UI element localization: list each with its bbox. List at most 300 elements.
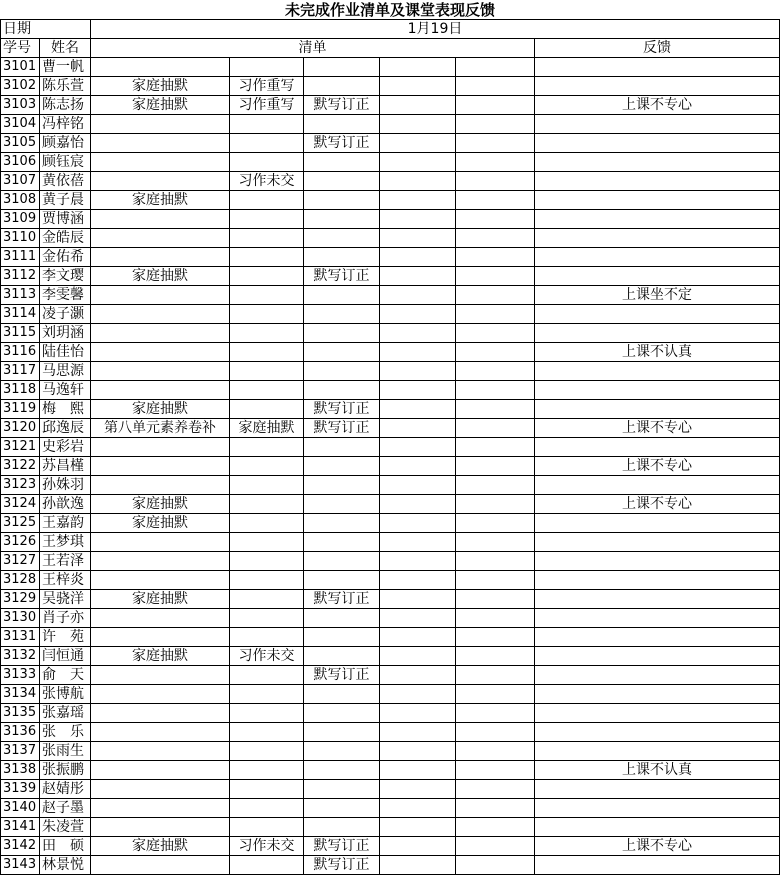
student-id-cell[interactable]: 3127 [1,552,40,571]
list-item-3-cell[interactable]: 默写订正 [304,856,380,875]
feedback-cell[interactable] [535,552,780,571]
list-item-3-cell[interactable] [304,362,380,381]
list-item-5-cell[interactable] [456,723,535,742]
list-item-4-cell[interactable] [380,362,456,381]
list-item-3-cell[interactable] [304,742,380,761]
feedback-cell[interactable] [535,476,780,495]
list-item-5-cell[interactable] [456,229,535,248]
list-item-5-cell[interactable] [456,324,535,343]
student-name-cell[interactable]: 马逸轩 [40,381,91,400]
list-item-5-cell[interactable] [456,837,535,856]
feedback-cell[interactable] [535,628,780,647]
list-item-1-cell[interactable]: 家庭抽默 [91,267,230,286]
feedback-cell[interactable] [535,172,780,191]
student-id-cell[interactable]: 3101 [1,58,40,77]
list-item-4-cell[interactable] [380,77,456,96]
feedback-cell[interactable]: 上课不认真 [535,761,780,780]
list-item-3-cell[interactable] [304,381,380,400]
student-id-cell[interactable]: 3134 [1,685,40,704]
student-id-cell[interactable]: 3139 [1,780,40,799]
list-item-5-cell[interactable] [456,210,535,229]
student-name-cell[interactable]: 孙歆逸 [40,495,91,514]
list-item-3-cell[interactable] [304,628,380,647]
feedback-cell[interactable] [535,856,780,875]
list-item-1-cell[interactable] [91,438,230,457]
list-item-4-cell[interactable] [380,571,456,590]
list-item-2-cell[interactable] [230,438,304,457]
list-item-4-cell[interactable] [380,704,456,723]
list-item-5-cell[interactable] [456,438,535,457]
student-id-cell[interactable]: 3143 [1,856,40,875]
list-item-5-cell[interactable] [456,248,535,267]
feedback-cell[interactable] [535,153,780,172]
feedback-cell[interactable] [535,704,780,723]
student-name-cell[interactable]: 张振鹏 [40,761,91,780]
feedback-cell[interactable]: 上课不专心 [535,457,780,476]
list-item-1-cell[interactable]: 家庭抽默 [91,96,230,115]
feedback-cell[interactable] [535,780,780,799]
header-list[interactable]: 清单 [91,39,535,58]
list-item-5-cell[interactable] [456,628,535,647]
list-item-4-cell[interactable] [380,761,456,780]
student-name-cell[interactable]: 李雯馨 [40,286,91,305]
student-name-cell[interactable]: 顾钰宸 [40,153,91,172]
list-item-2-cell[interactable] [230,571,304,590]
list-item-1-cell[interactable] [91,248,230,267]
list-item-3-cell[interactable] [304,685,380,704]
feedback-cell[interactable] [535,666,780,685]
list-item-1-cell[interactable] [91,761,230,780]
student-name-cell[interactable]: 梅 熙 [40,400,91,419]
list-item-1-cell[interactable] [91,343,230,362]
list-item-4-cell[interactable] [380,210,456,229]
list-item-2-cell[interactable] [230,552,304,571]
student-name-cell[interactable]: 张嘉瑶 [40,704,91,723]
list-item-5-cell[interactable] [456,77,535,96]
student-id-cell[interactable]: 3108 [1,191,40,210]
student-name-cell[interactable]: 吴骁洋 [40,590,91,609]
student-id-cell[interactable]: 3124 [1,495,40,514]
student-id-cell[interactable]: 3102 [1,77,40,96]
feedback-cell[interactable] [535,647,780,666]
student-id-cell[interactable]: 3129 [1,590,40,609]
list-item-2-cell[interactable] [230,134,304,153]
list-item-4-cell[interactable] [380,153,456,172]
list-item-1-cell[interactable] [91,362,230,381]
list-item-4-cell[interactable] [380,324,456,343]
list-item-1-cell[interactable] [91,780,230,799]
list-item-4-cell[interactable] [380,837,456,856]
list-item-1-cell[interactable] [91,552,230,571]
list-item-1-cell[interactable] [91,153,230,172]
list-item-1-cell[interactable] [91,571,230,590]
feedback-cell[interactable] [535,229,780,248]
list-item-3-cell[interactable] [304,704,380,723]
list-item-3-cell[interactable]: 默写订正 [304,666,380,685]
student-name-cell[interactable]: 黄依蓓 [40,172,91,191]
list-item-4-cell[interactable] [380,400,456,419]
student-id-cell[interactable]: 3126 [1,533,40,552]
list-item-3-cell[interactable] [304,210,380,229]
student-name-cell[interactable]: 赵婧彤 [40,780,91,799]
list-item-5-cell[interactable] [456,343,535,362]
list-item-4-cell[interactable] [380,628,456,647]
list-item-5-cell[interactable] [456,761,535,780]
list-item-1-cell[interactable] [91,856,230,875]
list-item-2-cell[interactable] [230,799,304,818]
student-name-cell[interactable]: 刘玥涵 [40,324,91,343]
list-item-3-cell[interactable] [304,571,380,590]
list-item-2-cell[interactable] [230,533,304,552]
student-id-cell[interactable]: 3111 [1,248,40,267]
feedback-cell[interactable] [535,58,780,77]
feedback-cell[interactable] [535,723,780,742]
student-name-cell[interactable]: 马思源 [40,362,91,381]
list-item-3-cell[interactable] [304,476,380,495]
list-item-3-cell[interactable] [304,191,380,210]
student-id-cell[interactable]: 3130 [1,609,40,628]
student-name-cell[interactable]: 李文璎 [40,267,91,286]
feedback-cell[interactable] [535,77,780,96]
feedback-cell[interactable] [535,571,780,590]
feedback-cell[interactable]: 上课不专心 [535,96,780,115]
list-item-5-cell[interactable] [456,115,535,134]
list-item-5-cell[interactable] [456,134,535,153]
list-item-1-cell[interactable]: 第八单元素养卷补 [91,419,230,438]
list-item-4-cell[interactable] [380,134,456,153]
student-name-cell[interactable]: 陆佳怡 [40,343,91,362]
list-item-1-cell[interactable] [91,134,230,153]
list-item-2-cell[interactable]: 习作未交 [230,647,304,666]
student-name-cell[interactable]: 王若泽 [40,552,91,571]
list-item-4-cell[interactable] [380,552,456,571]
list-item-1-cell[interactable] [91,742,230,761]
list-item-1-cell[interactable] [91,115,230,134]
list-item-1-cell[interactable]: 家庭抽默 [91,77,230,96]
student-name-cell[interactable]: 王嘉韵 [40,514,91,533]
list-item-1-cell[interactable] [91,286,230,305]
list-item-2-cell[interactable] [230,267,304,286]
student-name-cell[interactable]: 王梦琪 [40,533,91,552]
list-item-3-cell[interactable] [304,77,380,96]
list-item-3-cell[interactable] [304,438,380,457]
list-item-2-cell[interactable] [230,666,304,685]
list-item-2-cell[interactable] [230,305,304,324]
list-item-2-cell[interactable] [230,324,304,343]
list-item-5-cell[interactable] [456,96,535,115]
feedback-cell[interactable] [535,267,780,286]
list-item-5-cell[interactable] [456,419,535,438]
list-item-3-cell[interactable] [304,305,380,324]
student-name-cell[interactable]: 陈乐萱 [40,77,91,96]
student-name-cell[interactable]: 邱逸辰 [40,419,91,438]
list-item-4-cell[interactable] [380,229,456,248]
list-item-5-cell[interactable] [456,552,535,571]
list-item-5-cell[interactable] [456,305,535,324]
list-item-3-cell[interactable] [304,495,380,514]
list-item-1-cell[interactable] [91,723,230,742]
list-item-1-cell[interactable] [91,666,230,685]
list-item-4-cell[interactable] [380,267,456,286]
list-item-2-cell[interactable] [230,590,304,609]
feedback-cell[interactable] [535,514,780,533]
feedback-cell[interactable] [535,818,780,837]
list-item-1-cell[interactable] [91,305,230,324]
list-item-4-cell[interactable] [380,685,456,704]
feedback-cell[interactable] [535,248,780,267]
feedback-cell[interactable] [535,742,780,761]
list-item-2-cell[interactable] [230,362,304,381]
list-item-4-cell[interactable] [380,476,456,495]
list-item-5-cell[interactable] [456,799,535,818]
student-name-cell[interactable]: 朱凌萱 [40,818,91,837]
feedback-cell[interactable] [535,305,780,324]
list-item-3-cell[interactable]: 默写订正 [304,267,380,286]
student-name-cell[interactable]: 黄子晨 [40,191,91,210]
student-id-cell[interactable]: 3136 [1,723,40,742]
list-item-4-cell[interactable] [380,856,456,875]
list-item-1-cell[interactable] [91,533,230,552]
list-item-3-cell[interactable] [304,780,380,799]
list-item-4-cell[interactable] [380,514,456,533]
student-name-cell[interactable]: 顾嘉怡 [40,134,91,153]
list-item-1-cell[interactable]: 家庭抽默 [91,514,230,533]
student-id-cell[interactable]: 3109 [1,210,40,229]
list-item-2-cell[interactable] [230,685,304,704]
list-item-2-cell[interactable] [230,742,304,761]
list-item-4-cell[interactable] [380,191,456,210]
list-item-3-cell[interactable] [304,533,380,552]
list-item-3-cell[interactable]: 默写订正 [304,419,380,438]
feedback-cell[interactable] [535,191,780,210]
student-name-cell[interactable]: 金佑希 [40,248,91,267]
student-name-cell[interactable]: 俞 天 [40,666,91,685]
list-item-2-cell[interactable] [230,153,304,172]
student-id-cell[interactable]: 3113 [1,286,40,305]
list-item-5-cell[interactable] [456,647,535,666]
feedback-cell[interactable] [535,590,780,609]
student-name-cell[interactable]: 史彩岩 [40,438,91,457]
list-item-4-cell[interactable] [380,780,456,799]
student-name-cell[interactable]: 赵子墨 [40,799,91,818]
list-item-3-cell[interactable] [304,286,380,305]
student-id-cell[interactable]: 3123 [1,476,40,495]
list-item-4-cell[interactable] [380,742,456,761]
student-id-cell[interactable]: 3115 [1,324,40,343]
student-name-cell[interactable]: 林景悦 [40,856,91,875]
student-id-cell[interactable]: 3132 [1,647,40,666]
list-item-3-cell[interactable] [304,514,380,533]
list-item-3-cell[interactable] [304,58,380,77]
list-item-1-cell[interactable] [91,381,230,400]
list-item-5-cell[interactable] [456,685,535,704]
list-item-1-cell[interactable] [91,818,230,837]
list-item-3-cell[interactable] [304,647,380,666]
list-item-4-cell[interactable] [380,533,456,552]
list-item-3-cell[interactable] [304,799,380,818]
list-item-1-cell[interactable]: 家庭抽默 [91,590,230,609]
feedback-cell[interactable] [535,438,780,457]
student-id-cell[interactable]: 3103 [1,96,40,115]
student-name-cell[interactable]: 肖子亦 [40,609,91,628]
list-item-1-cell[interactable] [91,609,230,628]
list-item-2-cell[interactable] [230,609,304,628]
list-item-1-cell[interactable] [91,476,230,495]
feedback-cell[interactable] [535,115,780,134]
student-id-cell[interactable]: 3120 [1,419,40,438]
student-name-cell[interactable]: 许 苑 [40,628,91,647]
list-item-3-cell[interactable] [304,324,380,343]
list-item-2-cell[interactable] [230,115,304,134]
list-item-2-cell[interactable]: 习作重写 [230,96,304,115]
list-item-2-cell[interactable] [230,476,304,495]
list-item-4-cell[interactable] [380,305,456,324]
list-item-2-cell[interactable]: 习作重写 [230,77,304,96]
student-name-cell[interactable]: 王梓炎 [40,571,91,590]
list-item-4-cell[interactable] [380,419,456,438]
list-item-5-cell[interactable] [456,476,535,495]
date-label[interactable]: 日期 [1,20,91,39]
list-item-5-cell[interactable] [456,495,535,514]
feedback-cell[interactable] [535,799,780,818]
list-item-4-cell[interactable] [380,457,456,476]
list-item-1-cell[interactable] [91,58,230,77]
list-item-1-cell[interactable]: 家庭抽默 [91,495,230,514]
list-item-5-cell[interactable] [456,381,535,400]
list-item-5-cell[interactable] [456,856,535,875]
list-item-5-cell[interactable] [456,571,535,590]
student-name-cell[interactable]: 张 乐 [40,723,91,742]
list-item-5-cell[interactable] [456,286,535,305]
student-name-cell[interactable]: 凌子灏 [40,305,91,324]
list-item-5-cell[interactable] [456,818,535,837]
list-item-1-cell[interactable] [91,210,230,229]
list-item-4-cell[interactable] [380,172,456,191]
list-item-2-cell[interactable] [230,457,304,476]
list-item-3-cell[interactable] [304,153,380,172]
feedback-cell[interactable] [535,609,780,628]
list-item-2-cell[interactable]: 习作未交 [230,837,304,856]
student-id-cell[interactable]: 3112 [1,267,40,286]
feedback-cell[interactable]: 上课不专心 [535,495,780,514]
student-id-cell[interactable]: 3117 [1,362,40,381]
list-item-2-cell[interactable] [230,780,304,799]
list-item-2-cell[interactable] [230,210,304,229]
list-item-5-cell[interactable] [456,590,535,609]
list-item-4-cell[interactable] [380,248,456,267]
student-name-cell[interactable]: 苏昌槿 [40,457,91,476]
student-id-cell[interactable]: 3133 [1,666,40,685]
student-id-cell[interactable]: 3140 [1,799,40,818]
feedback-cell[interactable] [535,685,780,704]
student-name-cell[interactable]: 田 硕 [40,837,91,856]
list-item-5-cell[interactable] [456,191,535,210]
list-item-4-cell[interactable] [380,609,456,628]
list-item-1-cell[interactable] [91,704,230,723]
student-name-cell[interactable]: 陈志扬 [40,96,91,115]
list-item-3-cell[interactable] [304,761,380,780]
list-item-3-cell[interactable] [304,723,380,742]
list-item-1-cell[interactable] [91,628,230,647]
list-item-3-cell[interactable]: 默写订正 [304,400,380,419]
list-item-5-cell[interactable] [456,780,535,799]
list-item-5-cell[interactable] [456,666,535,685]
student-name-cell[interactable]: 孙姝羽 [40,476,91,495]
student-id-cell[interactable]: 3106 [1,153,40,172]
list-item-1-cell[interactable] [91,799,230,818]
student-id-cell[interactable]: 3121 [1,438,40,457]
student-name-cell[interactable]: 金皓辰 [40,229,91,248]
list-item-2-cell[interactable] [230,400,304,419]
list-item-5-cell[interactable] [456,267,535,286]
list-item-4-cell[interactable] [380,381,456,400]
student-name-cell[interactable]: 张雨生 [40,742,91,761]
list-item-2-cell[interactable] [230,58,304,77]
list-item-2-cell[interactable] [230,286,304,305]
list-item-2-cell[interactable] [230,514,304,533]
list-item-1-cell[interactable]: 家庭抽默 [91,837,230,856]
list-item-5-cell[interactable] [456,172,535,191]
list-item-2-cell[interactable]: 家庭抽默 [230,419,304,438]
list-item-3-cell[interactable] [304,818,380,837]
student-id-cell[interactable]: 3110 [1,229,40,248]
list-item-4-cell[interactable] [380,799,456,818]
student-id-cell[interactable]: 3135 [1,704,40,723]
feedback-cell[interactable] [535,210,780,229]
list-item-2-cell[interactable] [230,343,304,362]
list-item-3-cell[interactable] [304,229,380,248]
feedback-cell[interactable] [535,381,780,400]
feedback-cell[interactable]: 上课坐不定 [535,286,780,305]
student-name-cell[interactable]: 闫恒通 [40,647,91,666]
list-item-2-cell[interactable] [230,856,304,875]
list-item-2-cell[interactable] [230,381,304,400]
feedback-cell[interactable]: 上课不专心 [535,419,780,438]
list-item-2-cell[interactable] [230,704,304,723]
header-feedback[interactable]: 反馈 [535,39,780,58]
student-id-cell[interactable]: 3128 [1,571,40,590]
feedback-cell[interactable] [535,324,780,343]
date-value[interactable]: 1月19日 [91,20,780,39]
student-id-cell[interactable]: 3131 [1,628,40,647]
list-item-4-cell[interactable] [380,818,456,837]
student-name-cell[interactable]: 贾博涵 [40,210,91,229]
list-item-5-cell[interactable] [456,742,535,761]
feedback-cell[interactable] [535,533,780,552]
list-item-3-cell[interactable] [304,609,380,628]
header-name[interactable]: 姓名 [40,39,91,58]
list-item-3-cell[interactable] [304,115,380,134]
header-student-id[interactable]: 学号 [1,39,40,58]
student-id-cell[interactable]: 3107 [1,172,40,191]
list-item-4-cell[interactable] [380,590,456,609]
student-name-cell[interactable]: 曹一帆 [40,58,91,77]
list-item-1-cell[interactable]: 家庭抽默 [91,400,230,419]
student-id-cell[interactable]: 3141 [1,818,40,837]
list-item-4-cell[interactable] [380,723,456,742]
student-id-cell[interactable]: 3105 [1,134,40,153]
list-item-3-cell[interactable]: 默写订正 [304,590,380,609]
list-item-5-cell[interactable] [456,457,535,476]
feedback-cell[interactable] [535,362,780,381]
list-item-4-cell[interactable] [380,58,456,77]
student-id-cell[interactable]: 3118 [1,381,40,400]
student-id-cell[interactable]: 3119 [1,400,40,419]
list-item-1-cell[interactable] [91,685,230,704]
list-item-2-cell[interactable] [230,248,304,267]
list-item-2-cell[interactable] [230,229,304,248]
student-name-cell[interactable]: 张博航 [40,685,91,704]
